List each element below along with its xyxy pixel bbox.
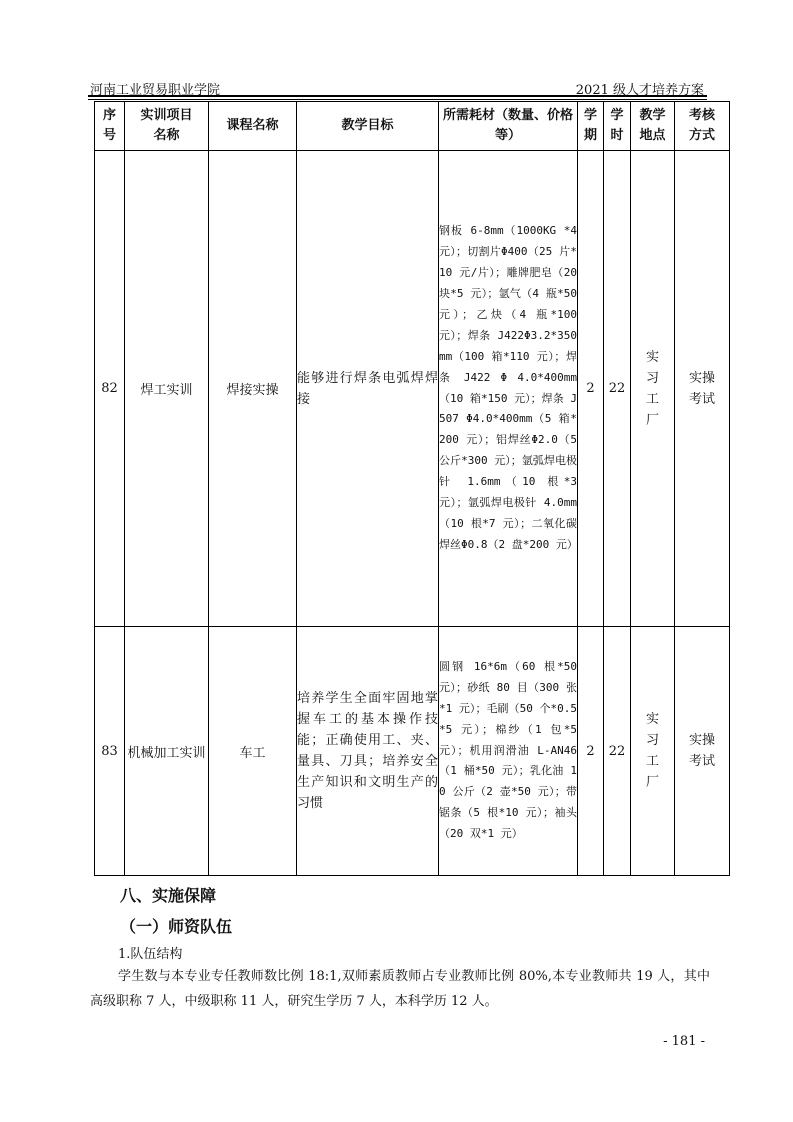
header-place: 教学地点 [631,102,675,151]
row-materials: 圆钢 16*6m（60 根*50 元）；砂纸 80 目（300 张*1 元）；毛刷（50 个*0.5 *5 元）；棉纱（1 包*5 元）；机用润滑油 L-AN46（1 桶*50 元）；乳化油 10 公斤（2 壶*50 元）；带锯条（5 根*10 元）；袖头（20 双*1 元） [439,627,578,876]
section-heading: 八、实施保障 [120,886,217,905]
row-no: 83 [95,627,125,876]
body-paragraph: 学生数与本专业专任教师数比例 18:1,双师素质教师占专业教师比例 80%,本专业教师共 19 人，其中高级职称 7 人，中级职称 11 人，研究生学历 7 人，本科学历 12 人。 [90,969,710,1009]
row-hours: 22 [604,151,631,627]
row-project: 机械加工实训 [125,627,209,876]
header-hours: 学时 [604,102,631,151]
row-hours: 22 [604,627,631,876]
row-place: 实习工厂 [631,151,675,627]
header-course: 课程名称 [209,102,297,151]
header-project: 实训项目名称 [125,102,209,151]
header-assess: 考核方式 [675,102,730,151]
subsection-heading: （一）师资队伍 [120,917,233,936]
row-assess: 实操考试 [675,151,730,627]
header-school-name: 河南工业贸易职业学院 [90,83,221,98]
row-term: 2 [578,627,604,876]
table-row [95,151,730,627]
row-course: 车工 [209,627,297,876]
header-materials: 所需耗材（数量、价格等） [439,102,578,151]
training-table [94,101,730,876]
subsection-subheading: 1.队伍结构 [118,947,183,962]
table-row [95,627,730,876]
header-divider [88,95,707,97]
table-header-row [95,102,730,151]
header-goal: 教学目标 [297,102,439,151]
row-no: 82 [95,151,125,627]
page-number: - 181 - [663,1034,705,1049]
row-term: 2 [578,151,604,627]
row-course: 焊接实操 [209,151,297,627]
row-place: 实习工厂 [631,627,675,876]
header-divider-thin [88,99,707,100]
row-assess: 实操考试 [675,627,730,876]
header-no: 序号 [95,102,125,151]
row-project: 焊工实训 [125,151,209,627]
row-goal: 能够进行焊条电弧焊焊接 [297,151,439,627]
header-plan-title: 2021 级人才培养方案 [575,83,704,98]
row-goal: 培养学生全面牢固地掌握车工的基本操作技能；正确使用工、夹、量具、刀具；培养安全生产知识和文明生产的习惯 [297,627,439,876]
header-term: 学期 [578,102,604,151]
row-materials: 钢板 6-8mm（1000KG *4 元）；切割片Φ400（25 片*10 元/片）；雕牌肥皂（20 块*5 元）；氩气（4 瓶*50 元）；乙炔（4 瓶*100 元）；焊条 J422Φ3.2*350mm（100 箱*110 元）；焊条 J422 Φ 4.0*400mm（10 箱*150 元）；焊条 J507 Φ4.0*400mm（5 箱*200 元）；铝焊丝Φ2.0（5 公斤*300 元）；氩弧焊电极针 1.6mm（10 根*3 元）；氩弧焊电极针 4.0mm（10 根*7 元）；二氧化碳焊丝Φ0.8（2 盘*200 元） [439,151,578,627]
